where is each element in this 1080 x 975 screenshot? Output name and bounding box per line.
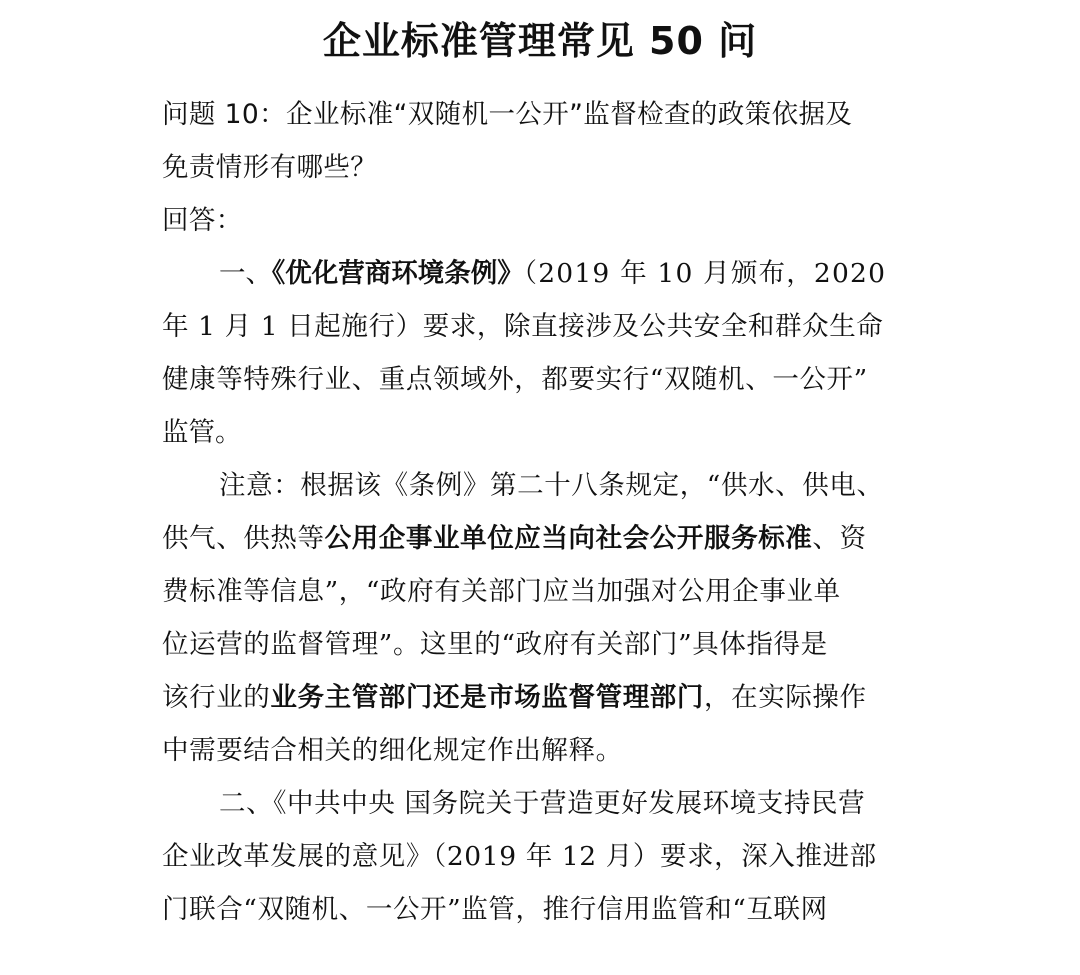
- note-emphasis-1: 公用企事业单位应当向社会公开服务标准: [324, 523, 813, 554]
- para2-line-3: 门联合“双随机、一公开”监管，推行信用监管和“互联网: [162, 894, 828, 925]
- para2-line-1: 二、《中共中央 国务院关于营造更好发展环境支持民营: [219, 788, 866, 819]
- note-line-6: 中需要结合相关的细化规定作出解释。: [162, 735, 623, 766]
- note-line-2-pre: 供气、供热等: [162, 523, 325, 554]
- note-line-2-post: 、资: [812, 523, 867, 554]
- note-line-5: [162, 671, 920, 724]
- regulation-title: 《优化营商环境条例》: [272, 258, 524, 289]
- question-line-1: 问题 10：企业标准“双随机一公开”监督检查的政策依据及: [162, 99, 853, 130]
- para1-prefix: 一、: [219, 258, 272, 289]
- note-line-4: 位运营的监督管理”。这里的“政府有关部门”具体指得是: [162, 629, 828, 660]
- para2-line-2: 企业改革发展的意见》（2019 年 12 月）要求，深入推进部: [162, 841, 877, 872]
- note-line-5-post: ，在实际操作: [704, 682, 867, 713]
- para1-line-1: [162, 247, 920, 300]
- para1-line-3: 健康等特殊行业、重点领域外，都要实行“双随机、一公开”: [162, 364, 868, 395]
- para1-line-1-rest: （2019 年 10 月颁布，2020: [523, 258, 887, 289]
- note-line-2: [162, 512, 920, 565]
- note-emphasis-2: 业务主管部门还是市场监督管理部门: [270, 682, 705, 713]
- para1-line-4: 监管。: [162, 417, 242, 448]
- answer-label: 回答：: [162, 205, 243, 236]
- question-line-2: 免责情形有哪些？: [162, 152, 378, 183]
- note-line-1: 注意：根据该《条例》第二十八条规定，“供水、供电、: [219, 470, 884, 501]
- page-title: 企业标准管理常见 50 问: [322, 19, 758, 63]
- para1-line-2: 年 1 月 1 日起施行）要求，除直接涉及公共安全和群众生命: [162, 311, 884, 342]
- note-line-5-pre: 该行业的: [162, 682, 271, 713]
- note-line-3: 费标准等信息”，“政府有关部门应当加强对公用企事业单: [162, 576, 841, 607]
- document-body: [162, 88, 920, 936]
